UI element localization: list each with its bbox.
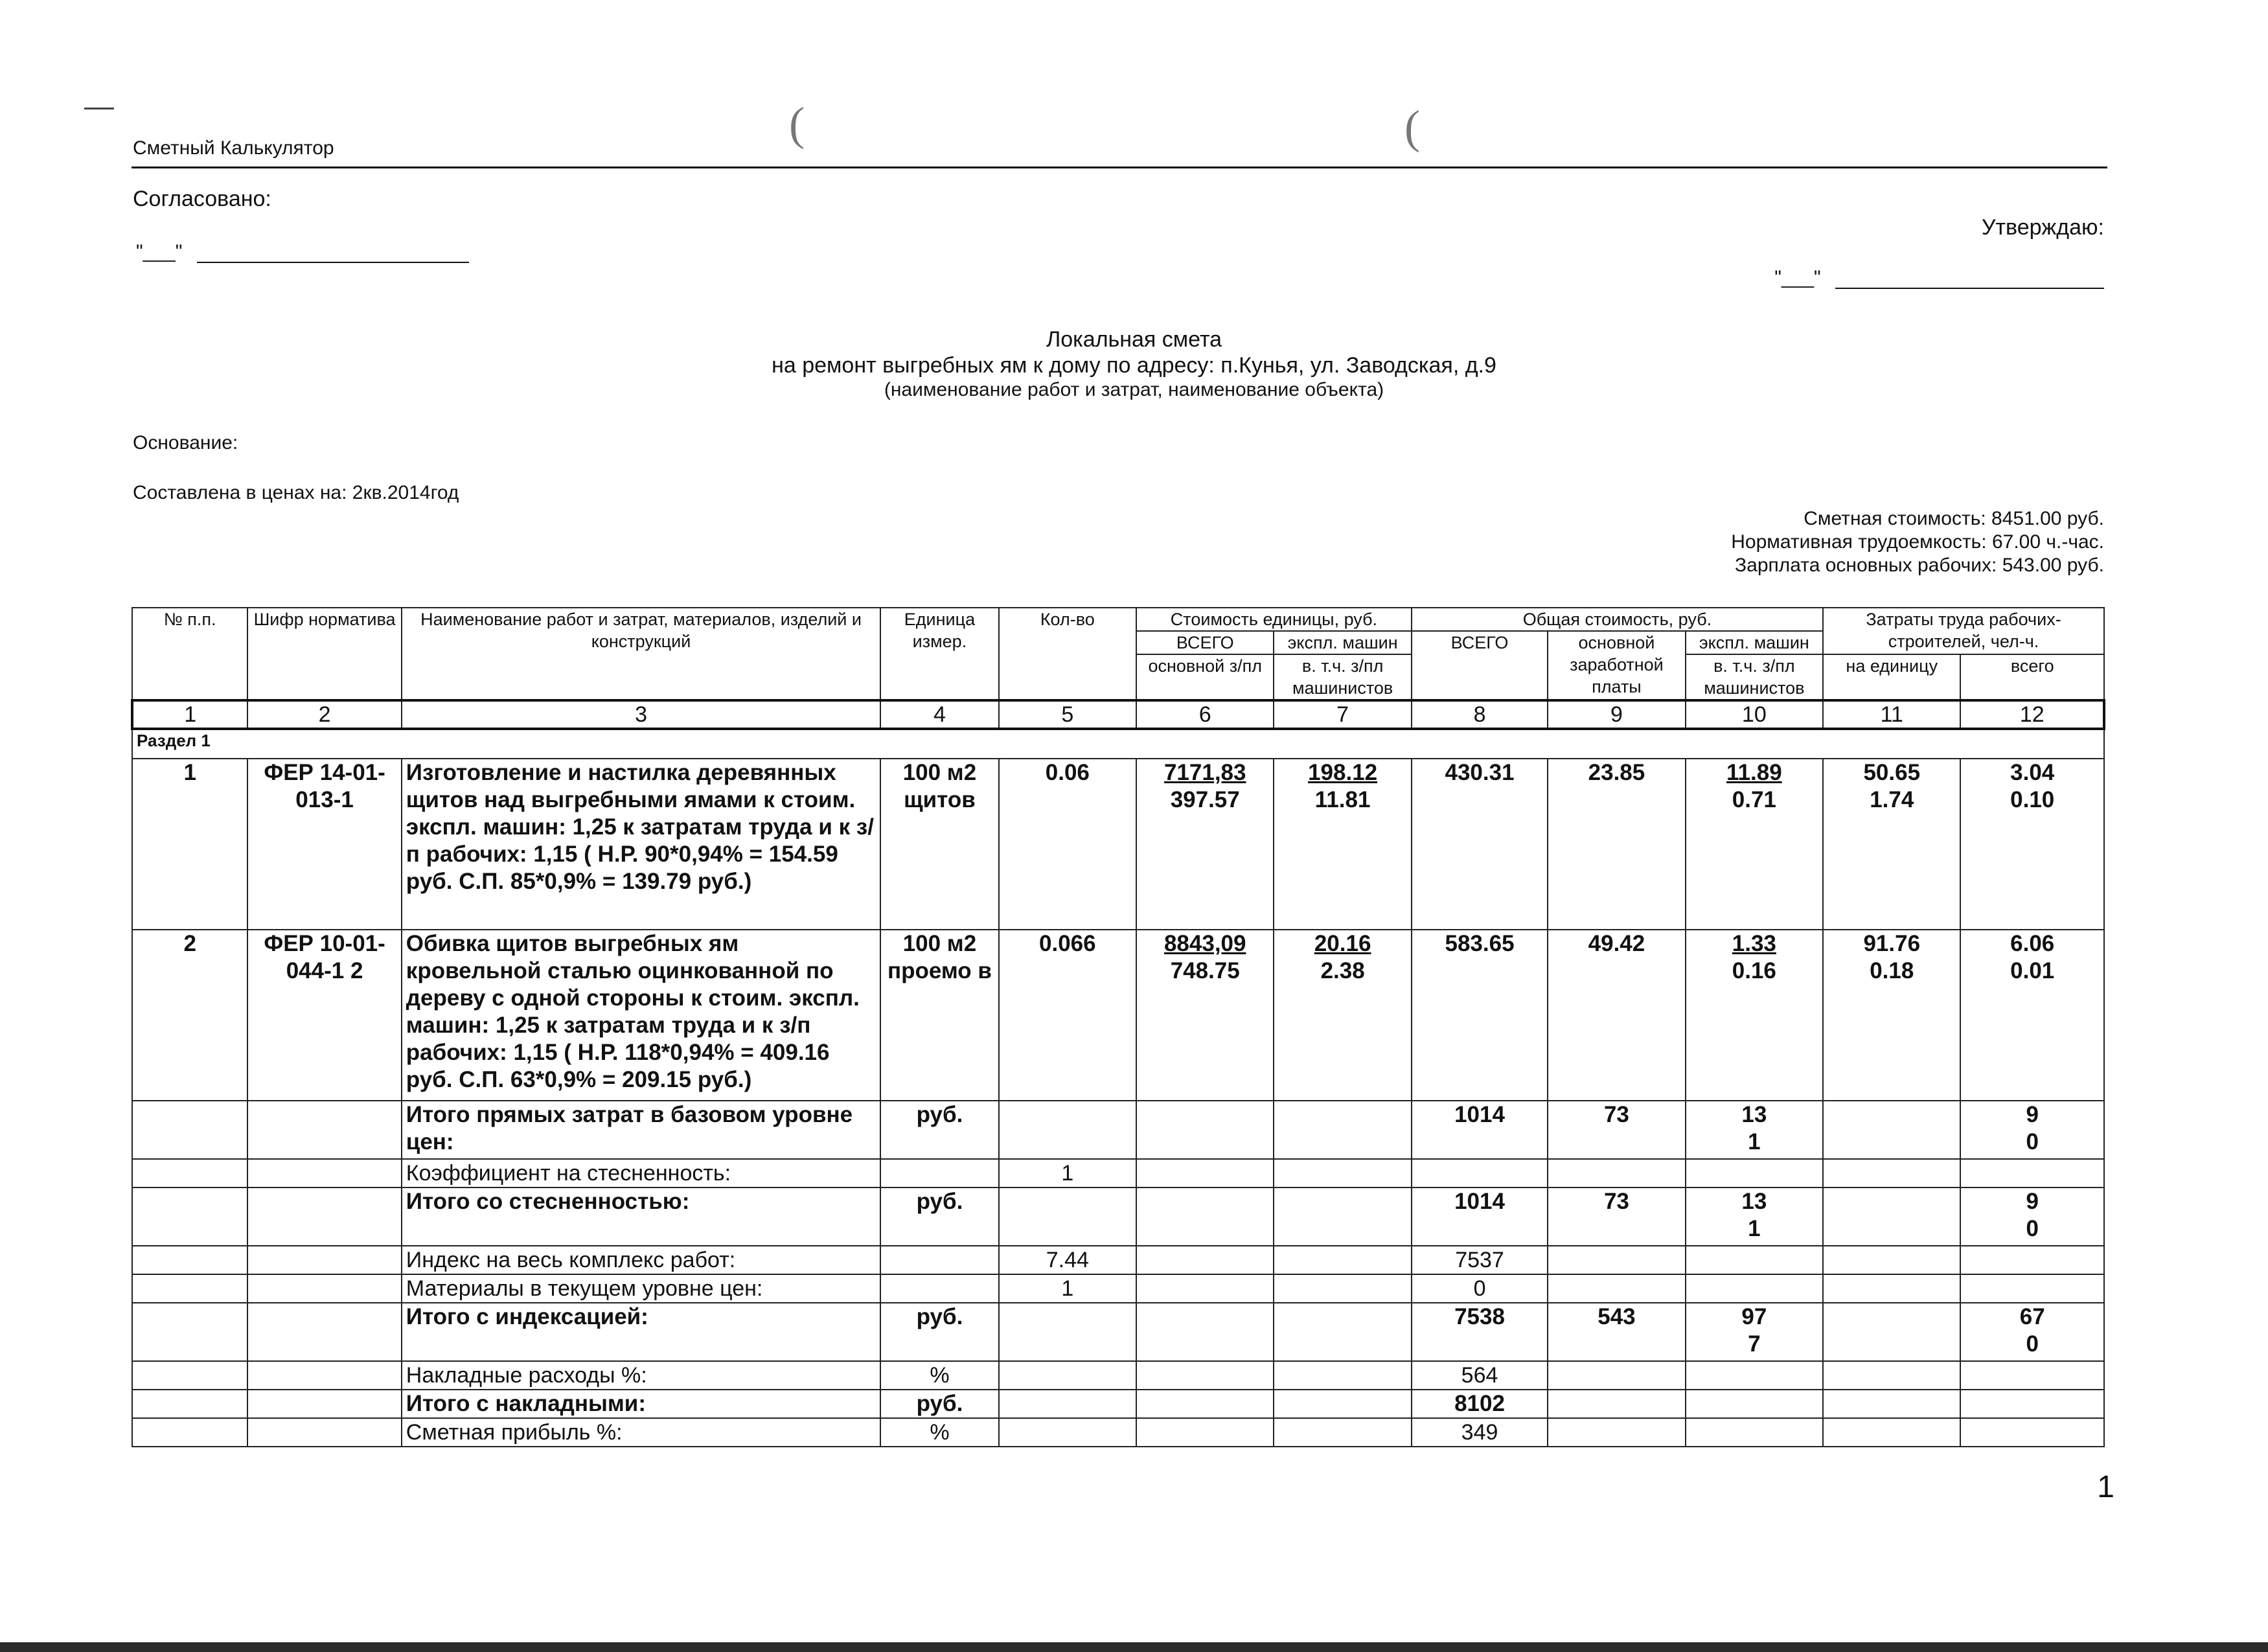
row-labor-total [1960, 930, 2104, 1101]
header-unit: Единица измер. [880, 608, 998, 700]
totals-mach-b: 1 [1748, 1216, 1761, 1241]
row-unit-mach [1274, 930, 1411, 1101]
header-qty: Кол-во [999, 608, 1136, 700]
col-number: 8 [1412, 700, 1548, 729]
totals-mach [1686, 1101, 1823, 1159]
totals-mach-b: 7 [1748, 1331, 1761, 1357]
total-mach-wage: 0.71 [1732, 787, 1776, 812]
agreed-label: Согласовано: [133, 187, 271, 211]
totals-wage: 73 [1548, 1101, 1685, 1159]
totals-mach-a: 13 [1741, 1102, 1767, 1127]
prices-label: Составлена в ценах на: 2кв.2014год [133, 482, 459, 503]
materials-value: 1 [999, 1274, 1136, 1303]
header-unit-cost: Стоимость единицы, руб. [1136, 608, 1412, 631]
profit-all: 349 [1412, 1418, 1548, 1447]
totals-row [132, 1303, 2104, 1361]
with-overhead-label: Итого с накладными: [402, 1390, 880, 1418]
col-number: 4 [880, 700, 998, 729]
totals-label: Итого прямых затрат в базовом уровне цен: [402, 1101, 880, 1159]
header-total-cost: Общая стоимость, руб. [1412, 608, 1823, 631]
row-labor-unit [1823, 759, 1960, 930]
row-total-mach [1686, 930, 1823, 1101]
totals-row [132, 1101, 2104, 1159]
approve-signature-line [1774, 267, 2104, 289]
header-incl-wage: в. т.ч. з/пл машинистов [1274, 654, 1411, 700]
totals-all: 1014 [1412, 1101, 1548, 1159]
header-all: ВСЕГО [1136, 631, 1274, 654]
header-incl-wage-total: в. т.ч. з/пл машинистов [1686, 654, 1823, 700]
header-total: всего [1960, 654, 2104, 700]
unit-cost-all: 7171,83 [1163, 760, 1246, 785]
row-unit-cost [1136, 930, 1274, 1101]
coefficient-label: Коэффициент на стесненность: [402, 1159, 880, 1187]
row-total-wage: 23.85 [1548, 759, 1685, 930]
totals-unit: руб. [880, 1101, 998, 1159]
totals-mach [1686, 1303, 1823, 1361]
unit-mach: 198.12 [1308, 760, 1378, 785]
unit-cost-all: 8843,09 [1163, 931, 1246, 956]
unit-mach-wage: 11.81 [1314, 787, 1371, 812]
col-number: 2 [247, 700, 401, 729]
totals-mach-a: 97 [1741, 1304, 1767, 1329]
index-value: 7.44 [999, 1246, 1136, 1274]
labor-intensity: Нормативная трудоемкость: 67.00 ч.-час. [1731, 531, 2104, 553]
with-overhead-unit: руб. [880, 1390, 998, 1418]
approve-date: "___" [1774, 267, 1821, 288]
totals-labor [1960, 1303, 2104, 1361]
title-line-2: на ремонт выгребных ям к дому по адресу: п.Кунья, ул. Заводская, д.9 [772, 353, 1496, 378]
agreed-date: "___" [136, 241, 183, 262]
column-numbers-row [132, 700, 2104, 729]
totals-labor-b: 0 [2026, 1331, 2039, 1357]
totals-all: 7538 [1412, 1303, 1548, 1361]
with-overhead-row [132, 1390, 2104, 1418]
totals-labor-b: 0 [2026, 1216, 2039, 1241]
totals-mach-b: 1 [1748, 1129, 1761, 1154]
cost-summary [1731, 507, 2104, 577]
document-title [0, 327, 2268, 402]
profit-unit: % [880, 1418, 998, 1447]
col-number: 3 [402, 700, 880, 729]
index-row [132, 1246, 2104, 1274]
row-unit: 100 м2 проемо в [880, 930, 998, 1101]
row-labor-total [1960, 759, 2104, 930]
estimated-cost: Сметная стоимость: 8451.00 руб. [1804, 508, 2104, 529]
index-all: 7537 [1412, 1246, 1548, 1274]
header-machines: экспл. машин [1274, 631, 1411, 654]
col-number: 10 [1686, 700, 1823, 729]
labor-unit-b: 1.74 [1870, 787, 1914, 812]
labor-unit-a: 91.76 [1863, 931, 1921, 956]
signature-underline [1835, 288, 2104, 289]
title-line-3: (наименование работ и затрат, наименование объекта) [884, 379, 1384, 400]
col-number: 9 [1548, 700, 1685, 729]
scan-bracket: ( [1404, 101, 1420, 153]
approve-label: Утверждаю: [1981, 215, 2104, 240]
labor-unit-a: 50.65 [1863, 760, 1921, 785]
totals-labor-a: 67 [2019, 1304, 2045, 1329]
row-code: ФЕР 14-01-013-1 [247, 759, 401, 930]
app-name: Сметный Калькулятор [133, 137, 334, 159]
unit-cost-wage: 748.75 [1170, 958, 1240, 983]
totals-label: Итого со стесненностью: [402, 1187, 880, 1246]
row-code: ФЕР 10-01-044-1 2 [247, 930, 401, 1101]
total-mach: 11.89 [1726, 760, 1782, 785]
scan-mark [84, 108, 114, 109]
with-overhead-all: 8102 [1412, 1390, 1548, 1418]
labor-total-b: 0.01 [2010, 958, 2055, 983]
signature-underline [197, 262, 469, 263]
row-unit-cost [1136, 759, 1274, 930]
row-no: 1 [132, 759, 247, 930]
totals-mach-a: 13 [1741, 1189, 1767, 1214]
unit-mach: 20.16 [1314, 931, 1371, 956]
wages-total: Зарплата основных рабочих: 543.00 руб. [1735, 555, 2104, 576]
header-base-wage: основной заработной платы [1548, 631, 1685, 700]
materials-row [132, 1274, 2104, 1303]
totals-unit: руб. [880, 1187, 998, 1246]
totals-wage: 73 [1548, 1187, 1685, 1246]
coefficient-value: 1 [999, 1159, 1136, 1187]
header-machines-total: экспл. машин [1686, 631, 1823, 654]
total-mach: 1.33 [1732, 931, 1776, 956]
row-unit: 100 м2 щитов [880, 759, 998, 930]
labor-unit-b: 0.18 [1870, 958, 1914, 983]
materials-label: Материалы в текущем уровне цен: [402, 1274, 880, 1303]
row-name: Обивка щитов выгребных ям кровельной сталью оцинкованной по дереву с одной стороны к стоим. экспл. машин: 1,25 к затратам труда и к з/п рабочих: 1,15 ( Н.Р. 118*0,94% = 409.16 руб. С.П. 63*0,9% = 209.15 руб.) [402, 930, 880, 1101]
header-code: Шифр норматива [247, 608, 401, 700]
header-all-total: ВСЕГО [1412, 631, 1548, 700]
title-line-1: Локальная смета [1046, 327, 1222, 352]
totals-labor [1960, 1187, 2104, 1246]
col-number: 12 [1960, 700, 2104, 729]
estimate-table [131, 607, 2105, 1447]
coefficient-row [132, 1159, 2104, 1187]
overhead-unit: % [880, 1361, 998, 1390]
row-total-all: 430.31 [1412, 759, 1548, 930]
basis-label: Основание: [133, 432, 238, 453]
materials-all: 0 [1412, 1274, 1548, 1303]
header-name: Наименование работ и затрат, материалов, изделий и конструкций [402, 608, 880, 700]
totals-wage: 543 [1548, 1303, 1685, 1361]
header-divider [132, 166, 2107, 168]
totals-labor-a: 9 [2026, 1102, 2039, 1127]
overhead-label: Накладные расходы %: [402, 1361, 880, 1390]
row-name: Изготовление и настилка деревянных щитов над выгребными ямами к стоим. экспл. машин: 1,25 к затратам труда и к з/п рабочих: 1,15 ( Н.Р. 90*0,94% = 154.59 руб. С.П. 85*0,9% = 139.79 руб.) [402, 759, 880, 930]
unit-mach-wage: 2.38 [1320, 958, 1365, 983]
labor-total-a: 6.06 [2010, 931, 2055, 956]
totals-labor-a: 9 [2026, 1189, 2039, 1214]
row-labor-unit [1823, 930, 1960, 1101]
unit-cost-wage: 397.57 [1170, 787, 1240, 812]
row-unit-mach [1274, 759, 1411, 930]
col-number: 1 [132, 700, 247, 729]
header-base-wage-short: основной з/пл [1136, 654, 1274, 700]
totals-all: 1014 [1412, 1187, 1548, 1246]
agreed-signature-line [136, 241, 469, 263]
header-per-unit: на единицу [1823, 654, 1960, 700]
row-total-mach [1686, 759, 1823, 930]
labor-total-a: 3.04 [2010, 760, 2055, 785]
profit-label: Сметная прибыль %: [402, 1418, 880, 1447]
row-no: 2 [132, 930, 247, 1101]
total-mach-wage: 0.16 [1732, 958, 1776, 983]
row-qty: 0.06 [999, 759, 1136, 930]
header-labor: Затраты труда рабочих-строителей, чел-ч. [1823, 608, 2104, 654]
col-number: 7 [1274, 700, 1411, 729]
row-total-wage: 49.42 [1548, 930, 1685, 1101]
header-no: № п.п. [132, 608, 247, 700]
scan-bracket: ( [789, 98, 805, 150]
row-qty: 0.066 [999, 930, 1136, 1101]
totals-unit: руб. [880, 1303, 998, 1361]
table-row [132, 930, 2104, 1101]
totals-labor [1960, 1101, 2104, 1159]
index-label: Индекс на весь комплекс работ: [402, 1246, 880, 1274]
overhead-row [132, 1361, 2104, 1390]
totals-label: Итого с индексацией: [402, 1303, 880, 1361]
profit-row [132, 1418, 2104, 1447]
totals-row [132, 1187, 2104, 1246]
page-number: 1 [2097, 1470, 2114, 1504]
totals-mach [1686, 1187, 1823, 1246]
row-total-all: 583.65 [1412, 930, 1548, 1101]
col-number: 11 [1823, 700, 1960, 729]
col-number: 6 [1136, 700, 1274, 729]
col-number: 5 [999, 700, 1136, 729]
totals-labor-b: 0 [2026, 1129, 2039, 1154]
section-title: Раздел 1 [132, 729, 2104, 759]
table-row [132, 759, 2104, 930]
scan-edge [0, 1642, 2268, 1652]
overhead-all: 564 [1412, 1361, 1548, 1390]
section-row [132, 729, 2104, 759]
labor-total-b: 0.10 [2010, 787, 2055, 812]
